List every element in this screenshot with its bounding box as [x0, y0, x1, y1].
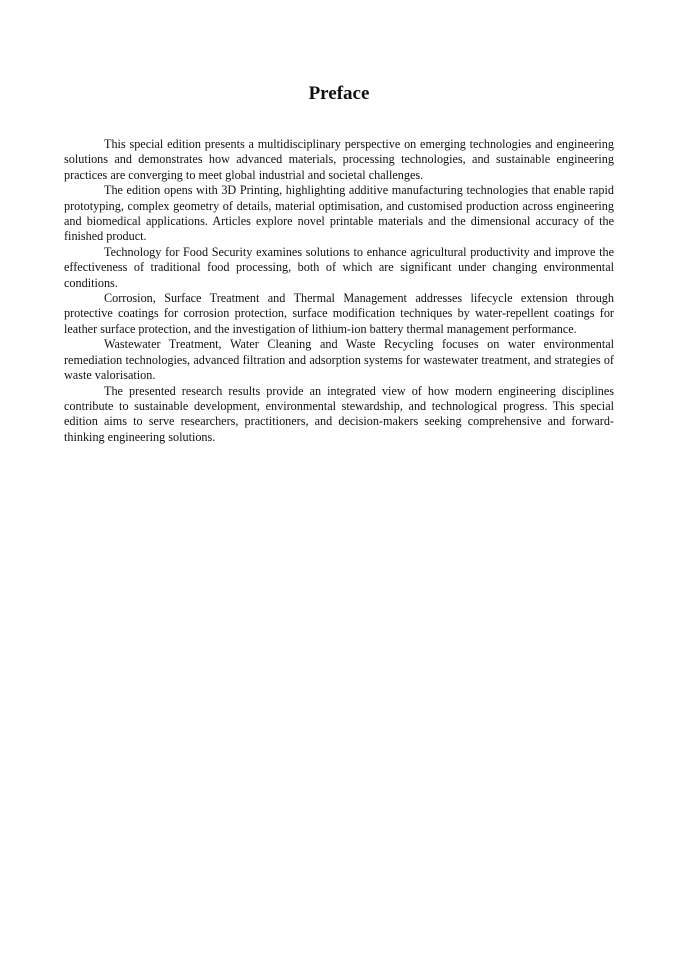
paragraph-corrosion: Corrosion, Surface Treatment and Thermal Management addresses lifecycle extension through protective coatings for corrosion protection, surface modification techniques by water-repellent coatings for leather surface protection, and the investigation of lithium-ion battery thermal management performance. — [64, 291, 614, 336]
paragraph-conclusion: The presented research results provide an integrated view of how modern engineering disciplines contribute to sustainable development, environmental stewardship, and technological progress. This special edition aims to serve researchers, practitioners, and decision-makers seeking comprehensive and forward-thinking engineering solutions. — [64, 383, 614, 444]
paragraph-3d-printing: The edition opens with 3D Printing, highlighting additive manufacturing technologies that enable rapid prototyping, complex geometry of details, material optimisation, and customised production across engineering and biomedical applications. Articles explore novel printable materials and the dimensional accuracy of the finished product. — [64, 183, 614, 244]
page-title: Preface — [308, 83, 370, 104]
paragraph-food-security: Technology for Food Security examines solutions to enhance agricultural productivity and improve the effectiveness of traditional food processing, both of which are significant under changing environmental conditions. — [64, 244, 614, 290]
paragraph-intro: This special edition presents a multidisciplinary perspective on emerging technologies and engineering solutions and demonstrates how advanced materials, processing technologies, and sustainable engineering practices are converging to meet global industrial and societal challenges. — [64, 137, 614, 182]
paragraph-wastewater: Wastewater Treatment, Water Cleaning and Waste Recycling focuses on water environmental remediation technologies, advanced filtration and adsorption systems for wastewater treatment, and strategies of waste valorisation. — [64, 337, 614, 383]
preface-body — [64, 137, 614, 445]
